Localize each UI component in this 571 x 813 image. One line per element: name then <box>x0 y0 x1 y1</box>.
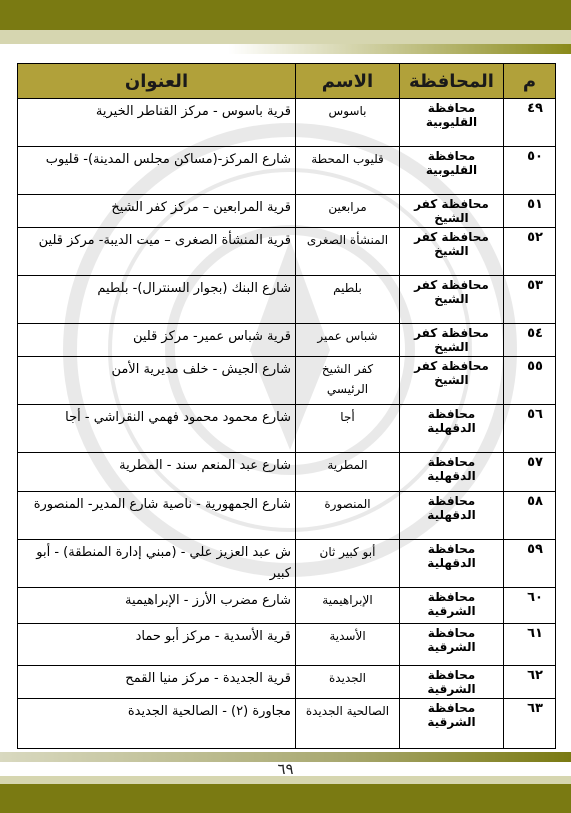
table-row <box>18 588 556 624</box>
row-branch-name: الصالحية الجديدة <box>296 699 400 749</box>
row-governorate: محافظة الدقهلية <box>400 540 504 588</box>
row-address: قرية الأسدية - مركز أبو حماد <box>18 624 296 666</box>
row-governorate: محافظة الدقهلية <box>400 405 504 453</box>
row-number: ٥٨ <box>504 492 556 540</box>
table-row <box>18 540 556 588</box>
col-governorate-header: المحافظة <box>400 64 504 99</box>
row-governorate: محافظة القليوبية <box>400 99 504 147</box>
row-number: ٥٧ <box>504 453 556 492</box>
row-branch-name: مرابعين <box>296 195 400 228</box>
top-decorative-stripe <box>0 30 571 44</box>
row-address: قرية الجديدة - مركز منيا القمح <box>18 666 296 699</box>
row-governorate: محافظة الشرقية <box>400 624 504 666</box>
row-branch-name: الإبراهيمية <box>296 588 400 624</box>
row-address: مجاورة (٢) - الصالحية الجديدة <box>18 699 296 749</box>
table-row <box>18 276 556 324</box>
row-number: ٥١ <box>504 195 556 228</box>
top-decorative-band <box>0 0 571 30</box>
row-address: قرية شباس عمير- مركز قلين <box>18 324 296 357</box>
col-num-header: م <box>504 64 556 99</box>
row-governorate: محافظة كفر الشيخ <box>400 357 504 405</box>
table-row <box>18 453 556 492</box>
page-number: ٦٩ <box>277 760 294 778</box>
table-header-row <box>18 64 556 99</box>
row-address: قرية باسوس - مركز القناطر الخيرية <box>18 99 296 147</box>
table-row <box>18 147 556 195</box>
row-branch-name: شباس عمير <box>296 324 400 357</box>
row-branch-name: بلطيم <box>296 276 400 324</box>
row-number: ٦٣ <box>504 699 556 749</box>
row-number: ٥٦ <box>504 405 556 453</box>
row-address: شارع المركز-(مساكن مجلس المدينة)- قليوب <box>18 147 296 195</box>
top-decorative-gradient <box>0 44 571 54</box>
table-row <box>18 357 556 405</box>
table-row <box>18 405 556 453</box>
row-address: شارع محمود محمود فهمي النقراشي - أجا <box>18 405 296 453</box>
bottom-decorative-band <box>0 784 571 813</box>
row-number: ٥٤ <box>504 324 556 357</box>
table-row <box>18 666 556 699</box>
table-row <box>18 195 556 228</box>
row-governorate: محافظة كفر الشيخ <box>400 276 504 324</box>
row-branch-name: قليوب المحطة <box>296 147 400 195</box>
row-branch-name: أبو كبير ثان <box>296 540 400 588</box>
row-address: ش عبد العزيز علي - (مبني إدارة المنطقة) - أبو كبير <box>18 540 296 588</box>
col-address-header: العنوان <box>18 64 296 99</box>
row-branch-name: الأسدية <box>296 624 400 666</box>
row-number: ٦١ <box>504 624 556 666</box>
row-number: ٥٠ <box>504 147 556 195</box>
row-branch-name: أجا <box>296 405 400 453</box>
row-branch-name: باسوس <box>296 99 400 147</box>
row-branch-name: الجديدة <box>296 666 400 699</box>
row-branch-name: المطرية <box>296 453 400 492</box>
table-row <box>18 324 556 357</box>
row-governorate: محافظة القليوبية <box>400 147 504 195</box>
row-governorate: محافظة الشرقية <box>400 588 504 624</box>
row-number: ٤٩ <box>504 99 556 147</box>
row-branch-name: المنشأة الصغرى <box>296 228 400 276</box>
table-row <box>18 228 556 276</box>
row-governorate: محافظة الشرقية <box>400 699 504 749</box>
row-address: شارع مضرب الأرز - الإبراهيمية <box>18 588 296 624</box>
row-address: شارع الجمهورية - ناصية شارع المدير- المنصورة <box>18 492 296 540</box>
row-number: ٥٥ <box>504 357 556 405</box>
row-address: شارع الجيش - خلف مديرية الأمن <box>18 357 296 405</box>
table-row <box>18 699 556 749</box>
row-governorate: محافظة الدقهلية <box>400 492 504 540</box>
row-governorate: محافظة الدقهلية <box>400 453 504 492</box>
row-governorate: محافظة كفر الشيخ <box>400 228 504 276</box>
table-row <box>18 492 556 540</box>
row-number: ٦٢ <box>504 666 556 699</box>
row-number: ٦٠ <box>504 588 556 624</box>
row-governorate: محافظة كفر الشيخ <box>400 324 504 357</box>
row-address: شارع البنك (بجوار السنترال)- بلطيم <box>18 276 296 324</box>
row-branch-name: المنصورة <box>296 492 400 540</box>
row-address: قرية المنشأة الصغرى – ميت الديبة- مركز قلين <box>18 228 296 276</box>
table-row <box>18 99 556 147</box>
row-governorate: محافظة الشرقية <box>400 666 504 699</box>
row-number: ٥٣ <box>504 276 556 324</box>
row-number: ٥٢ <box>504 228 556 276</box>
row-address: قرية المرابعين – مركز كفر الشيخ <box>18 195 296 228</box>
row-number: ٥٩ <box>504 540 556 588</box>
branches-table <box>17 63 556 749</box>
row-branch-name: كفر الشيخ الرئيسي <box>296 357 400 405</box>
col-name-header: الاسم <box>296 64 400 99</box>
row-governorate: محافظة كفر الشيخ <box>400 195 504 228</box>
table-row <box>18 624 556 666</box>
row-address: شارع عبد المنعم سند - المطرية <box>18 453 296 492</box>
